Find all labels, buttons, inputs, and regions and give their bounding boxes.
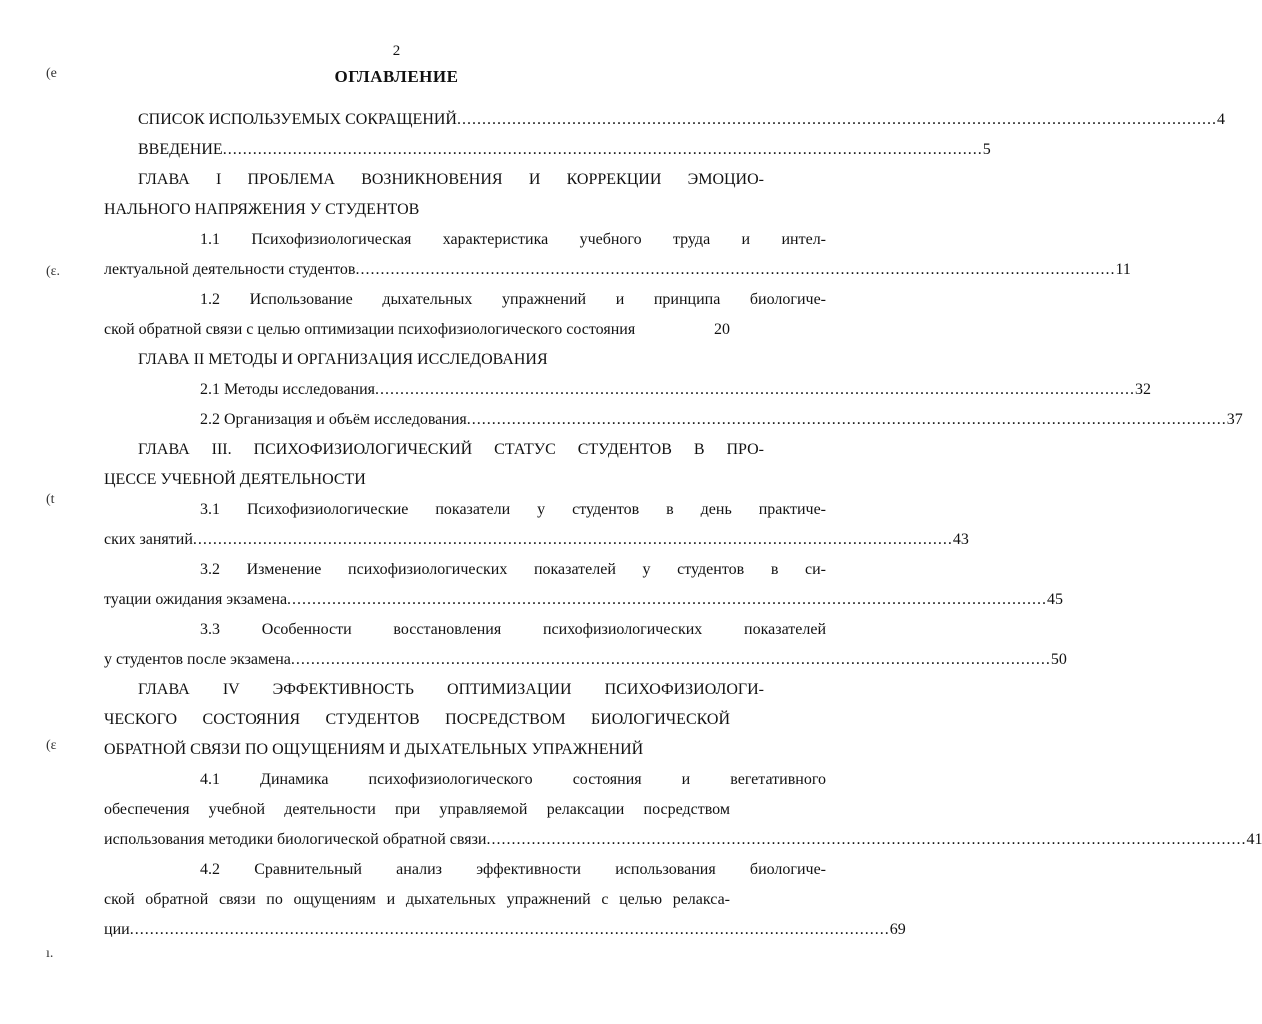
toc-entry-text: ской обратной связи с целью оптимизации психофизиологического состояния	[104, 321, 636, 338]
toc-entry-text: у студентов после экзамена	[104, 651, 291, 668]
toc-page-number: 32	[1135, 381, 1152, 398]
dot-leader	[193, 525, 953, 555]
toc-entry-text: ВВЕДЕНИЕ	[138, 141, 223, 158]
toc-section-1-2[interactable]	[104, 315, 730, 345]
toc-chapter-4-line[interactable]: ОБРАТНОЙ СВЯЗИ ПО ОЩУЩЕНИЯМ И ДЫХАТЕЛЬНЫХ УПРАЖНЕНИЙ	[104, 741, 644, 758]
toc-page-number: 37	[1226, 411, 1243, 428]
page-number: 2	[392, 43, 401, 59]
margin-mark: (ɛ	[46, 738, 57, 753]
toc-section-2-2[interactable]	[104, 405, 1243, 435]
page-title: ОГЛАВЛЕНИЕ	[334, 67, 459, 86]
toc-entry-introduction[interactable]	[104, 135, 991, 165]
toc-entry-text: ции	[104, 921, 130, 938]
toc-page-number: 11	[1115, 261, 1131, 278]
margin-mark: (e	[46, 66, 57, 81]
toc-entry-abbreviations[interactable]	[104, 105, 1225, 135]
toc-page-number: 5	[982, 141, 991, 158]
toc-chapter-3-line[interactable]: ГЛАВА III. ПСИХОФИЗИОЛОГИЧЕСКИЙ СТАТУС СТУДЕНТОВ В ПРО-	[138, 441, 764, 458]
toc-page-number: 41	[1246, 831, 1262, 848]
toc-page-number: 4	[1216, 111, 1225, 128]
dot-leader	[355, 255, 1115, 285]
dot-leader	[291, 645, 1051, 675]
toc-section-3-1[interactable]	[104, 525, 969, 555]
toc-entry-text: 2.2 Организация и объём исследования	[200, 411, 467, 428]
toc-section-3-3[interactable]	[104, 645, 1067, 675]
toc-entry-text: туации ожидания экзамена	[104, 591, 288, 608]
toc-section-3-2-line[interactable]: 3.2 Изменение психофизиологических показателей у студентов в си-	[200, 561, 826, 578]
margin-mark: (t	[46, 492, 55, 507]
margin-mark: ı.	[46, 946, 54, 961]
toc-chapter-1-line[interactable]: ГЛАВА I ПРОБЛЕМА ВОЗНИКНОВЕНИЯ И КОРРЕКЦИИ ЭМОЦИО-	[138, 171, 764, 188]
dot-leader	[486, 825, 1246, 855]
toc-page-number: 43	[952, 531, 969, 548]
toc-section-4-1-line[interactable]: 4.1 Динамика психофизиологического состояния и вегетативного	[200, 771, 826, 788]
toc-section-4-1[interactable]	[104, 825, 1262, 855]
toc-section-1-1[interactable]	[104, 255, 1131, 285]
toc-chapter-4-line[interactable]: ГЛАВА IV ЭФФЕКТИВНОСТЬ ОПТИМИЗАЦИИ ПСИХОФИЗИОЛОГИ-	[138, 681, 764, 698]
toc-entry-text: СПИСОК ИСПОЛЬЗУЕМЫХ СОКРАЩЕНИЙ	[138, 111, 457, 128]
toc-page-number: 20	[714, 321, 730, 338]
toc-chapter-3-line[interactable]: ЦЕССЕ УЧЕБНОЙ ДЕЯТЕЛЬНОСТИ	[104, 471, 366, 488]
toc-section-3-2[interactable]	[104, 585, 1064, 615]
toc-section-2-1[interactable]	[104, 375, 1152, 405]
toc-section-4-2[interactable]	[104, 915, 906, 945]
toc-section-4-1-line[interactable]: обеспечения учебной деятельности при управляемой релаксации посредством	[104, 801, 730, 818]
margin-mark: (ɛ.	[46, 264, 61, 279]
toc-chapter-4-line[interactable]: ЧЕСКОГО СОСТОЯНИЯ СТУДЕНТОВ ПОСРЕДСТВОМ БИОЛОГИЧЕСКОЙ	[104, 711, 730, 728]
toc-page-number: 69	[889, 921, 906, 938]
toc-section-3-1-line[interactable]: 3.1 Психофизиологические показатели у студентов в день практиче-	[200, 501, 826, 518]
toc-entry-text: 2.1 Методы исследования	[200, 381, 376, 398]
dot-leader	[223, 135, 983, 165]
toc-entry-text: лектуальной деятельности студентов	[104, 261, 356, 278]
toc-chapter-2-line[interactable]: ГЛАВА II МЕТОДЫ И ОРГАНИЗАЦИЯ ИССЛЕДОВАНИЯ	[138, 351, 548, 368]
toc-section-4-2-line[interactable]: ской обратной связи по ощущениям и дыхательных упражнений с целью релакса-	[104, 891, 730, 908]
toc-page-number: 50	[1050, 651, 1067, 668]
dot-leader	[457, 105, 1217, 135]
toc-section-4-2-line[interactable]: 4.2 Сравнительный анализ эффективности использования биологиче-	[200, 861, 826, 878]
toc-entry-text: использования методики биологической обратной связи	[104, 831, 487, 848]
toc-entry-text: ских занятий	[104, 531, 193, 548]
toc-section-1-2-line[interactable]: 1.2 Использование дыхательных упражнений и принципа биологиче-	[200, 291, 826, 308]
toc-section-1-1-line[interactable]: 1.1 Психофизиологическая характеристика учебного труда и интел-	[200, 231, 826, 248]
dot-leader	[130, 915, 890, 945]
dot-leader	[375, 375, 1135, 405]
toc-chapter-1-line[interactable]: НАЛЬНОГО НАПРЯЖЕНИЯ У СТУДЕНТОВ	[104, 201, 420, 218]
toc-page-number: 45	[1047, 591, 1064, 608]
toc-section-3-3-line[interactable]: 3.3 Особенности восстановления психофизиологических показателей	[200, 621, 826, 638]
dot-leader	[287, 585, 1047, 615]
dot-leader	[467, 405, 1227, 435]
